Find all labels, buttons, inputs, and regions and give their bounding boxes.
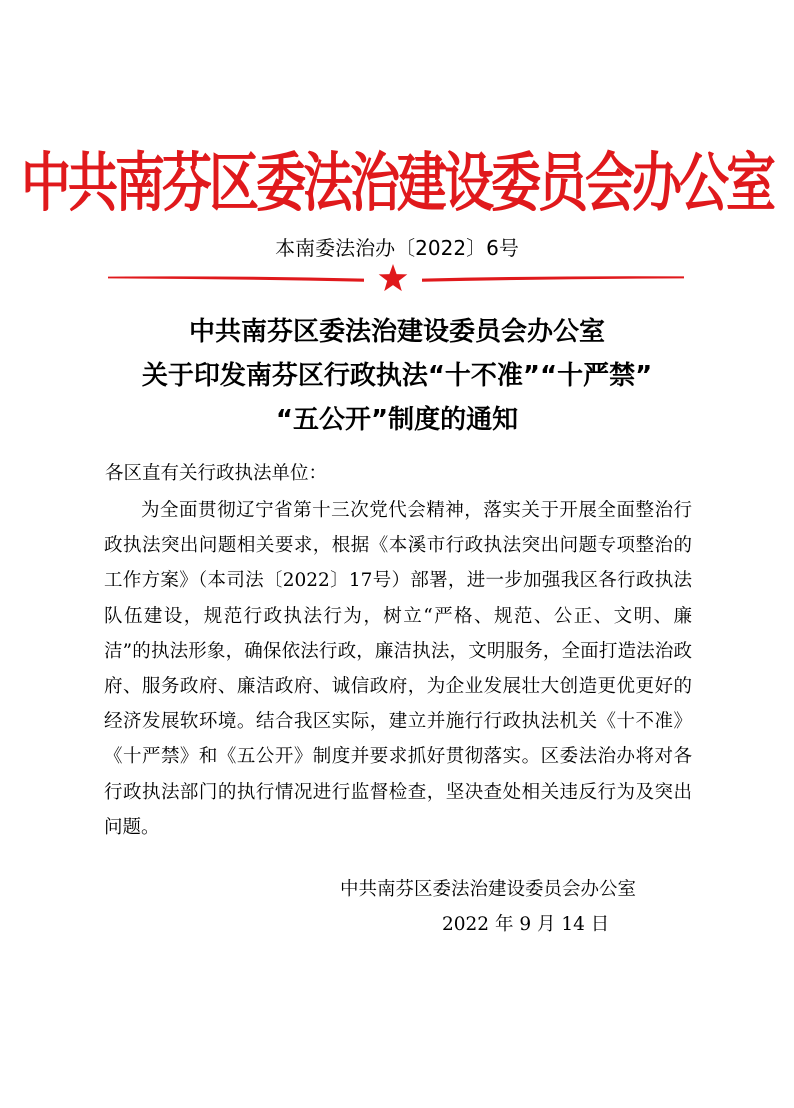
title-line-1: 中共南芬区委法治建设委员会办公室 xyxy=(188,317,605,347)
issue-date: 2022 年 9 月 14 日 xyxy=(442,914,610,935)
title-line-2: 关于印发南芬区行政执法“十不准”“十严禁” xyxy=(141,361,653,391)
doc-number-prefix: 本南委法治办 xyxy=(275,236,396,260)
title-line-3: “五公开”制度的通知 xyxy=(275,405,519,435)
document-number xyxy=(0,234,794,262)
document-title xyxy=(0,310,794,442)
masthead-title: 中共南芬区委法治建设委员会办公室 xyxy=(21,144,773,221)
issuer-signature: 中共南芬区委法治建设委员会办公室 xyxy=(340,879,637,900)
doc-number-suffix: 号 xyxy=(498,236,519,260)
doc-number-value: 6 xyxy=(486,236,499,260)
body-paragraph: 为全面贯彻辽宁省第十三次党代会精神，落实关于开展全面整治行政执法突出问题相关要求，根据《本溪市行政执法突出问题专项整治的工作方案》（本司法〔2022〕17号）部署，进一步加强我区各行政执法队伍建设，规范行政执法行为，树立“严格、规范、公正、文明、廉洁”的执法形象，确保依法行政，廉洁执法，文明服务，全面打造法治政府、服务政府、廉洁政府、诚信政府，为企业发展壮大创造更优更好的经济发展软环境。结合我区实际，建立并施行行政执法机关《十不准》《十严禁》和《五公开》制度并要求抓好贯彻落实。区委法治办将对各行政执法部门的执行情况进行监督检查，坚决查处相关违反行为及突出问题。 xyxy=(104,500,692,838)
separator-left-line xyxy=(108,276,364,281)
red-separator xyxy=(106,262,686,296)
red-star-icon xyxy=(379,264,408,291)
doc-number-year: 〔2022〕 xyxy=(395,236,487,260)
salutation: 各区直有关行政执法单位： xyxy=(105,463,328,484)
separator-right-line xyxy=(422,276,684,282)
